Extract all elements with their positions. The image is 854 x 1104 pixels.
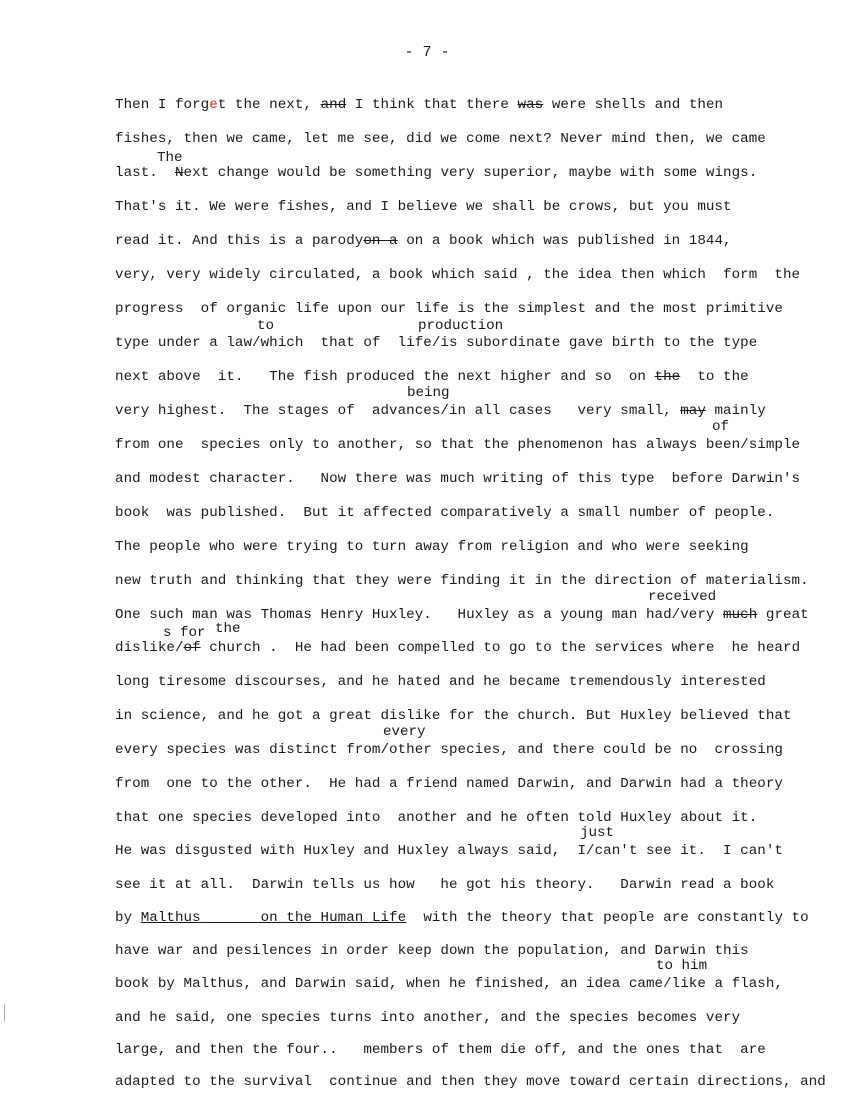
text-line-27: book by Malthus, and Darwin said, when he finished, an idea came/like a flash, [115,976,783,992]
text-line-17: dislike/of church . He had been compelled to go to the services where he heard [115,640,801,656]
text-line-1: Then I forget the next, and I think that there was were shells and then [115,97,724,113]
text-line-20: every species was distinct from/other species, and there could be no crossing [115,742,783,758]
insertion-to-him: to him [656,958,708,974]
text-line-14: The people who were trying to turn away from religion and who were seeking [115,539,749,555]
text-line-26: have war and pesilences in order keep down the population, and Darwin this [115,943,749,959]
insertion-received: received [648,589,717,605]
margin-mark [4,1004,5,1022]
text-line-18: long tiresome discourses, and he hated and he became tremendously interested [115,674,766,690]
text-line-11: from one species only to another, so that the phenomenon has always been/simple [115,437,801,453]
text-line-4: That's it. We were fishes, and I believe we shall be crows, but you must [115,199,732,215]
text-line-28: and he said, one species turns into another, and the species becomes very [115,1010,741,1026]
text-line-23: He was disgusted with Huxley and Huxley always said, I/can't see it. I can't [115,843,783,859]
insertion-to: to [257,318,275,334]
text-line-8: type under a law/which that of life/is subordinate gave birth to the type [115,335,758,351]
text-line-10: very highest. The stages of advances/in all cases very small, may mainly [115,403,766,419]
insertion-every: every [383,724,426,740]
text-line-15: new truth and thinking that they were finding it in the direction of materialism. [115,573,809,589]
insertion-the-small: the [215,621,241,637]
insertion-s-for: s for [163,625,206,641]
text-line-16: One such man was Thomas Henry Huxley. Huxley as a young man had/very much great [115,607,809,623]
text-line-9: next above it. The fish produced the next higher and so on the to the [115,369,749,385]
text-line-7: progress of organic life upon our life is the simplest and the most primitive [115,301,783,317]
insertion-the: The [157,150,183,166]
text-line-22: that one species developed into another and he often told Huxley about it. [115,810,758,826]
text-line-12: and modest character. Now there was much writing of this type before Darwin's [115,471,801,487]
text-line-25: by Malthus on the Human Life with the theory that people are constantly to [115,910,809,926]
text-line-13: book was published. But it affected comparatively a small number of people. [115,505,775,521]
text-line-3: last. Next change would be something very superior, maybe with some wings. [115,165,758,181]
insertion-production: production [418,318,504,334]
text-line-2: fishes, then we came, let me see, did we come next? Never mind then, we came [115,131,766,147]
insertion-of: of [712,419,730,435]
text-line-19: in science, and he got a great dislike for the church. But Huxley believed that [115,708,792,724]
text-line-30: adapted to the survival continue and then they move toward certain directions, and [115,1074,826,1090]
text-line-5: read it. And this is a parodyon a on a book which was published in 1844, [115,233,732,249]
text-line-21: from one to the other. He had a friend named Darwin, and Darwin had a theory [115,776,783,792]
page-number: - 7 - [404,44,450,61]
text-line-24: see it at all. Darwin tells us how he got his theory. Darwin read a book [115,877,775,893]
text-line-29: large, and then the four.. members of them die off, and the ones that are [115,1042,766,1058]
text-line-6: very, very widely circulated, a book which said , the idea then which form the [115,267,801,283]
insertion-being: being [407,385,450,401]
insertion-just: just [580,825,615,841]
